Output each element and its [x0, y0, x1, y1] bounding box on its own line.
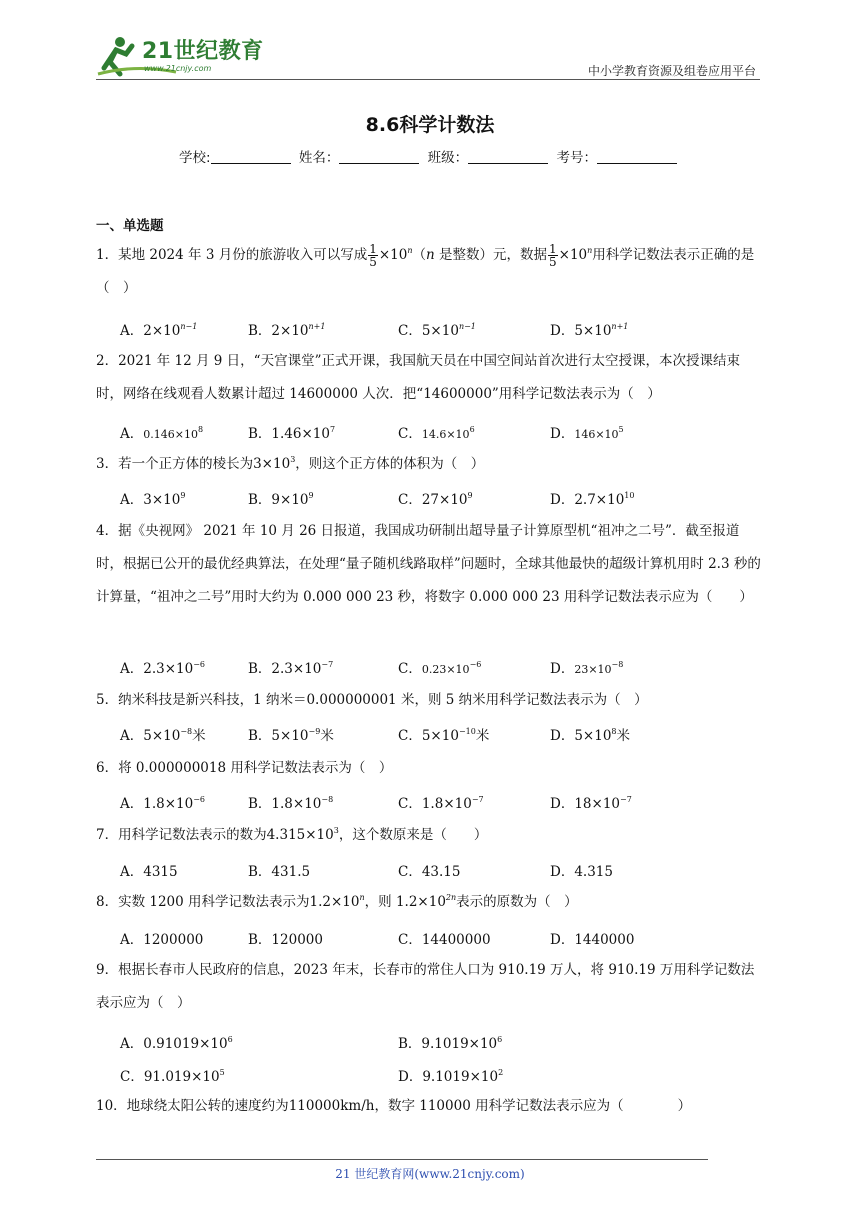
- option-c[interactable]: C．43.15: [398, 864, 461, 880]
- option-c[interactable]: C．$1.8\times 10^{-7}$: [398, 795, 484, 812]
- class-label: 班级：: [427, 150, 469, 166]
- footer-text: 21 世纪教育网(www.21cnjy.com): [335, 1167, 525, 1181]
- option-d[interactable]: D．$9.1019\times 10^2$: [398, 1068, 504, 1085]
- exam-no-blank[interactable]: [597, 149, 677, 164]
- q1-exponent: n: [407, 246, 413, 255]
- q2-options: [120, 422, 760, 442]
- q1-power: ×10: [558, 247, 588, 263]
- q4-options: [120, 657, 760, 677]
- header-divider: [96, 79, 760, 80]
- question-5: 5．纳米科技是新兴科技，1 纳米＝0.000000001 米，则 5 纳米用科学记数法表示为（ ）: [96, 692, 648, 708]
- q9-options-row-1: [120, 1032, 760, 1052]
- option-c[interactable]: C．$14.6\times 10^6$: [398, 425, 475, 442]
- option-d[interactable]: D．$5\times 10^{n+1}$: [550, 322, 629, 339]
- school-blank[interactable]: [211, 149, 291, 164]
- option-d[interactable]: D．$2.7\times 10^{10}$: [550, 491, 635, 508]
- option-b[interactable]: B．$9.1019\times 10^6$: [398, 1035, 503, 1052]
- option-c[interactable]: C．$5\times 10^{n-1}$: [398, 322, 476, 339]
- q6-options: [120, 792, 760, 812]
- q1-exponent: n: [587, 246, 593, 255]
- section-heading: 一、单选题: [96, 218, 164, 234]
- option-b[interactable]: B．431.5: [248, 864, 311, 880]
- option-d[interactable]: D．$18\times 10^{-7}$: [550, 795, 632, 812]
- option-c[interactable]: C．$27\times 10^9$: [398, 491, 473, 508]
- q9-options-row-2: [120, 1065, 760, 1085]
- option-c[interactable]: C．$91.019\times 10^5$: [120, 1068, 225, 1085]
- option-a[interactable]: A．$3\times 10^9$: [120, 491, 186, 508]
- exam-no-label: 考号：: [556, 150, 597, 166]
- option-a[interactable]: A．$0.146\times 10^8$: [120, 425, 204, 442]
- option-d[interactable]: D．$23\times 10^{-8}$: [550, 660, 624, 677]
- option-b[interactable]: B．$1.8\times 10^{-8}$: [248, 795, 334, 812]
- question-4: 4．据《央视网》 2021 年 10 月 26 日报道，我国成功研制出超导量子计算原型机“祖冲之二号”．截至报道时，根据已公开的最优经典算法，在处理“量子随机线路取样”问题时，全球其他最快的超级计算机用时 2.3 秒的计算量，“祖冲之二号”用时大约为 0.000 000 23 秒，将数字 0.000 000 23 用科学记数法表示应为（ ）: [96, 523, 761, 605]
- page-title: 8.6科学计数法: [365, 114, 495, 136]
- option-d[interactable]: D．$5\times 10^8$米: [550, 727, 631, 744]
- q1-power: ×10: [378, 247, 408, 263]
- option-a[interactable]: A．$0.91019\times 10^6$: [120, 1035, 233, 1052]
- footer-divider: [96, 1159, 708, 1160]
- option-b[interactable]: B．$2\times 10^{n+1}$: [248, 322, 326, 339]
- q1-options: [120, 319, 760, 339]
- q1-text-3: 是整数）元，数据: [434, 247, 547, 263]
- question-10: 10．地球绕太阳公转的速度约为110000km/h，数字 110000 用科学记数法表示应为（ ）: [96, 1098, 692, 1114]
- option-b[interactable]: B．$9\times 10^9$: [248, 491, 314, 508]
- logo-text: 21世纪教育: [142, 39, 264, 64]
- q1-text-4: 用科学记数法表示正确的是（ ）: [96, 247, 755, 296]
- option-b[interactable]: B．$1.46\times 10^7$: [248, 425, 336, 442]
- option-d[interactable]: D．4.315: [550, 864, 613, 880]
- option-a[interactable]: A．$5\times 10^{-8}$米: [120, 727, 206, 744]
- name-blank[interactable]: [339, 149, 419, 164]
- option-b[interactable]: B．120000: [248, 932, 323, 948]
- option-b[interactable]: B．$2.3\times 10^{-7}$: [248, 660, 334, 677]
- fraction: [368, 243, 378, 268]
- question-9: 9．根据长春市人民政府的信息，2023 年末，长春市的常住人口为 910.19 万人，将 910.19 万用科学记数法表示应为（ ）: [96, 962, 755, 1011]
- option-a[interactable]: A．$2\times 10^{n-1}$: [120, 322, 198, 339]
- fraction: [548, 243, 558, 268]
- question-6: 6．将 0.000000018 用科学记数法表示为（ ）: [96, 760, 393, 776]
- question-7: 7．用科学记数法表示的数为$4.315\times 10^3$，这个数原来是（ ）: [96, 826, 488, 843]
- page-header: [96, 30, 760, 80]
- fraction-numerator: 1: [369, 242, 377, 256]
- name-label: 姓名：: [298, 150, 340, 166]
- fraction-denominator: 5: [369, 255, 377, 269]
- option-d[interactable]: D．1440000: [550, 932, 635, 948]
- q1-text-1: 1．某地 2024 年 3 月份的旅游收入可以写成: [96, 247, 368, 263]
- question-3: 3．若一个正方体的棱长为$3\times 10^3$，则这个正方体的体积为（ ）: [96, 455, 485, 472]
- q5-options: [120, 724, 760, 744]
- question-1: [96, 239, 764, 305]
- q8-options: [120, 928, 760, 948]
- question-8: 8．实数 1200 用科学记数法表示为$1.2\times 10^n$，则 $1.2\times 10^{2n}$表示的原数为（ ）: [96, 893, 578, 910]
- option-a[interactable]: A．1200000: [120, 932, 204, 948]
- option-d[interactable]: D．$146\times 10^5$: [550, 425, 624, 442]
- q1-variable: n: [426, 247, 435, 263]
- option-c[interactable]: C．$0.23\times 10^{-6}$: [398, 660, 482, 677]
- option-a[interactable]: A．$1.8\times 10^{-6}$: [120, 795, 206, 812]
- option-b[interactable]: B．$5\times 10^{-9}$米: [248, 727, 334, 744]
- class-blank[interactable]: [468, 149, 548, 164]
- fraction-numerator: 1: [549, 242, 557, 256]
- student-info: [0, 146, 860, 166]
- option-c[interactable]: C．$5\times 10^{-10}$米: [398, 727, 490, 744]
- q7-options: [120, 860, 760, 880]
- school-label: 学校:: [179, 150, 211, 166]
- platform-name: 中小学教育资源及组卷应用平台: [587, 64, 756, 78]
- q3-options: [120, 488, 760, 508]
- option-a[interactable]: A．4315: [120, 864, 178, 880]
- question-2: 2．2021 年 12 月 9 日，“天宫课堂”正式开课，我国航天员在中国空间站首次进行太空授课，本次授课结束时，网络在线观看人数累计超过 14600000 人次．把“14600000”用科学记数法表示为（ ）: [96, 353, 740, 402]
- logo-url: www.21cnjy.com: [144, 64, 212, 73]
- option-c[interactable]: C．14400000: [398, 932, 491, 948]
- option-a[interactable]: A．$2.3\times 10^{-6}$: [120, 660, 206, 677]
- q1-text-2: （: [412, 247, 426, 263]
- fraction-denominator: 5: [549, 255, 557, 269]
